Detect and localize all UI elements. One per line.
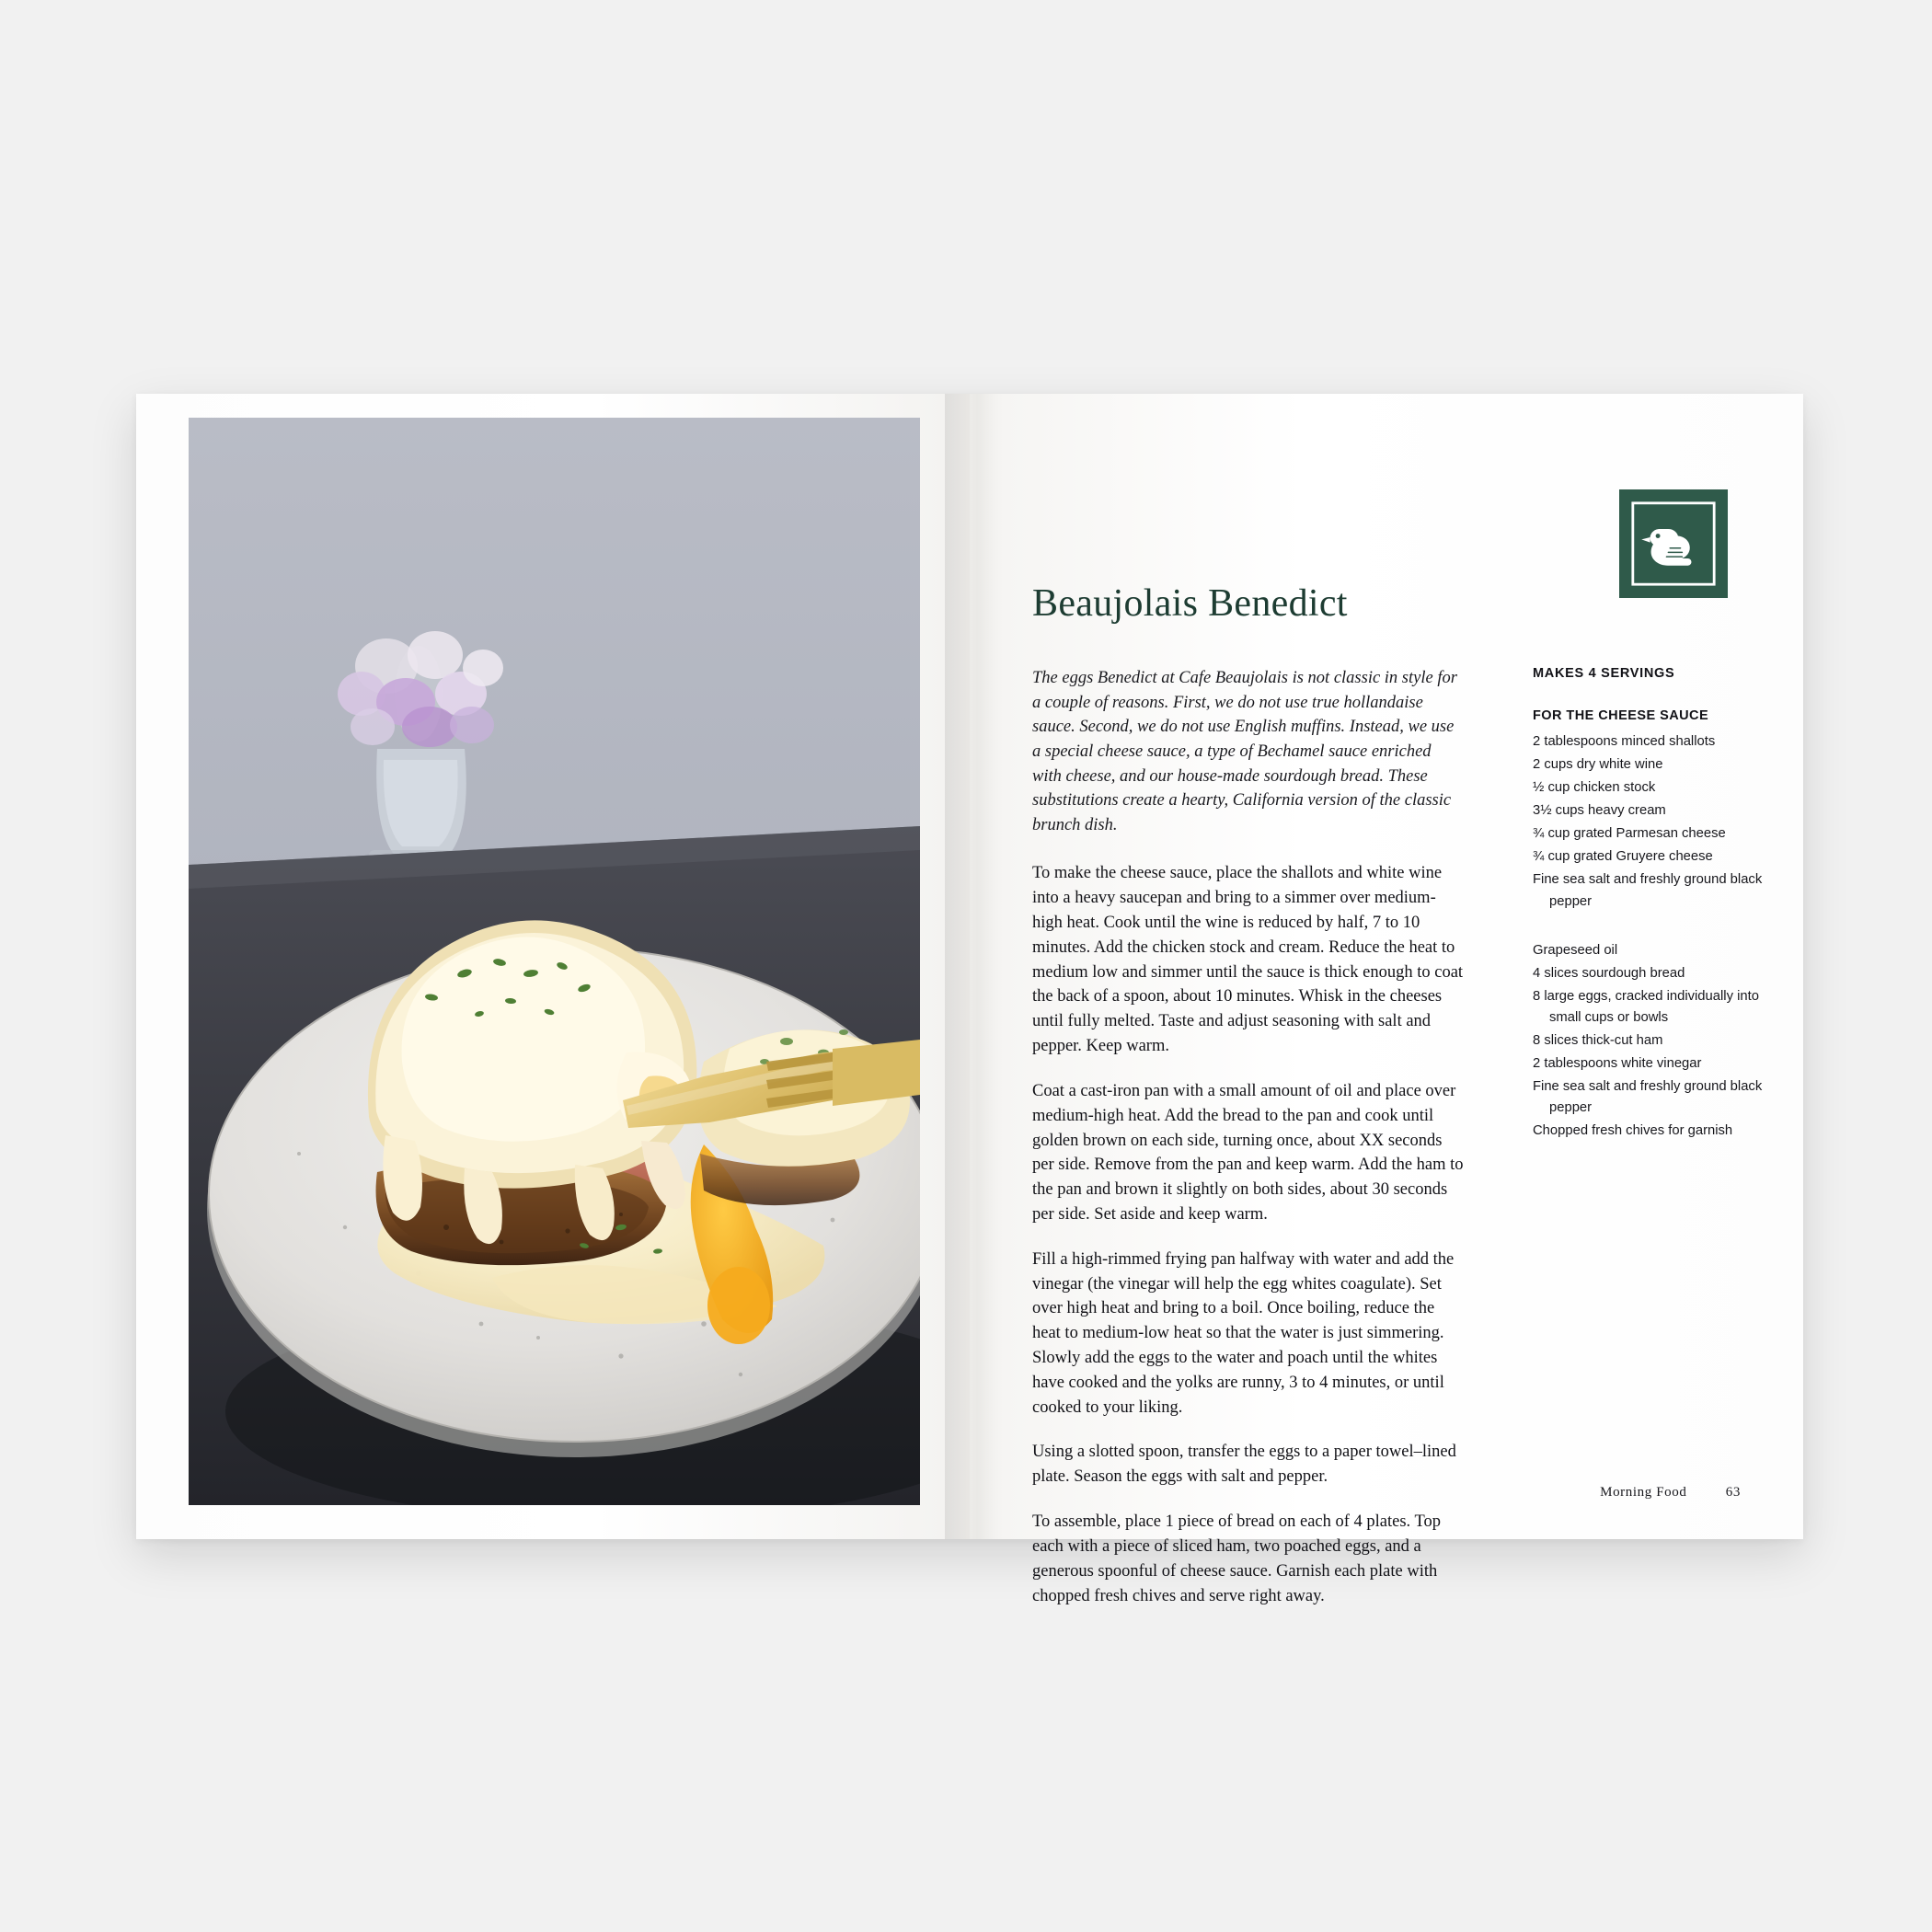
list-item: 8 large eggs, cracked individually into small cups or bowls xyxy=(1533,988,1759,1025)
list-item: 2 tablespoons white vinegar xyxy=(1533,1056,1702,1072)
recipe-photo xyxy=(189,418,920,1505)
page-title: Beaujolais Benedict xyxy=(1032,582,1348,626)
list-item: ¾ cup grated Gruyere cheese xyxy=(1533,849,1713,865)
cheese-sauce-ingredient-list xyxy=(1533,731,1781,913)
list-item: ¾ cup grated Parmesan cheese xyxy=(1533,826,1726,842)
book-spread xyxy=(136,394,1803,1605)
cheese-sauce-heading: FOR THE CHEESE SAUCE xyxy=(1533,708,1709,723)
recipe-step-3: Fill a high-rimmed frying pan halfway with water and add the vinegar (the vinegar will help the egg whites coagulate). Set over high heat and bring to a boil. Once boiling, reduce the heat to medium-low heat so that the water is just simmering. Slowly add the eggs to the water and poach until the whites have cooked and the yolks are runny, 3 to 4 minutes, or until cooked to your liking. xyxy=(1032,1249,1455,1417)
right-page xyxy=(970,394,1803,1605)
list-item: 4 slices sourdough bread xyxy=(1533,965,1685,981)
recipe-body-column xyxy=(1032,666,1465,1608)
page-footer xyxy=(1600,1485,1741,1501)
recipe-step-1: To make the cheese sauce, place the shallots and white wine into a heavy saucepan and bring to a simmer over medium-high heat. Cook until the wine is reduced by half, 7 to 10 minutes. Add the chicken stock and cream. Reduce the heat to medium low and simmer until the sauce is thick enough to coat the back of a spoon, about 10 minutes. Whisk in the cheeses until fully melted. Taste and adjust seasoning with salt and pepper. Keep warm. xyxy=(1032,864,1464,1056)
recipe-step-5: To assemble, place 1 piece of bread on each of 4 plates. Top each with a piece of sliced ham, two poached eggs, and a generous spoonful of cheese sauce. Garnish each plate with chopped fresh chives and serve right away. xyxy=(1032,1512,1441,1605)
servings-label: MAKES 4 SERVINGS xyxy=(1533,666,1675,681)
recipe-headnote: The eggs Benedict at Cafe Beaujolais is not classic in style for a couple of reasons. First, we do not use true hollandaise sauce. Second, we do not use English muffins. Instead, we use a special cheese sauce, a type of Bechamel sauce enriched with cheese, and our house-made sourdough bread. These substitutions create a hearty, California version of the classic brunch dish. xyxy=(1032,669,1457,834)
list-item: Fine sea salt and freshly ground black pepper xyxy=(1533,1079,1763,1116)
page-number: 63 xyxy=(1725,1485,1741,1500)
recipe-step-2: Coat a cast-iron pan with a small amount of oil and place over medium-high heat. Add the bread to the pan and cook until golden brown on each side, turning once, about XX seconds per side. Remove from the pan and keep warm. Add the ham to the pan and brown it slightly on both sides, about 30 seconds per side. Set aside and keep warm. xyxy=(1032,1081,1464,1224)
list-item: Chopped fresh chives for garnish xyxy=(1533,1123,1733,1139)
main-ingredient-list xyxy=(1533,940,1781,1143)
ingredients-column xyxy=(1533,666,1781,1144)
list-item: 2 cups dry white wine xyxy=(1533,757,1663,773)
list-item: Grapeseed oil xyxy=(1533,942,1618,958)
left-page xyxy=(136,394,970,1539)
chapter-name: Morning Food xyxy=(1600,1485,1687,1500)
list-item: Fine sea salt and freshly ground black pepper xyxy=(1533,872,1763,909)
list-item: 3½ cups heavy cream xyxy=(1533,803,1666,819)
list-item: 8 slices thick-cut ham xyxy=(1533,1032,1663,1048)
list-item: 2 tablespoons minced shallots xyxy=(1533,734,1716,749)
list-item: ½ cup chicken stock xyxy=(1533,780,1656,796)
duck-emblem-icon xyxy=(1619,489,1728,598)
recipe-step-4: Using a slotted spoon, transfer the eggs to a paper towel–lined plate. Season the eggs with salt and pepper. xyxy=(1032,1443,1456,1487)
